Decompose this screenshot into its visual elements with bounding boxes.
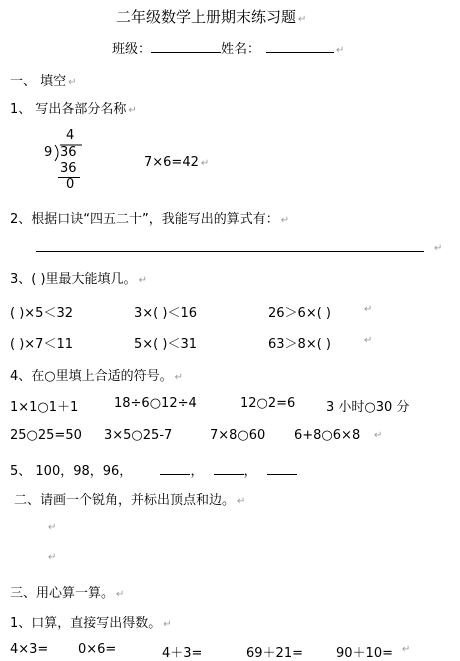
division-remainder: 0	[66, 177, 75, 192]
paragraph-mark-icon: ↵	[163, 619, 172, 630]
paragraph-mark-icon: ↵	[364, 304, 373, 315]
inequality-item[interactable]: 63＞8×( )	[268, 337, 331, 352]
question-2-label: 2、根据口诀“四五二十”，我能写出的算式有： ↵	[10, 212, 290, 227]
section-3-heading: 三、用心算一算。 ↵	[10, 586, 125, 601]
paragraph-mark-icon: ↵	[434, 243, 443, 254]
section-2-heading: 二、请画一个锐角，并标出顶点和边。 ↵	[14, 493, 246, 508]
sequence-blank-3[interactable]	[267, 460, 297, 475]
compare-item[interactable]: 25○25=50	[10, 428, 82, 443]
compare-item[interactable]: 3 小时○30 分	[326, 400, 410, 415]
compare-item[interactable]: 6+8○6×8	[294, 428, 361, 443]
long-division	[44, 128, 94, 192]
division-quotient: 4	[66, 128, 75, 143]
class-blank[interactable]	[151, 38, 221, 53]
compare-item[interactable]: 18÷6○12÷4	[114, 396, 197, 411]
multiplication-example: 7×6=42 ↵	[144, 155, 210, 170]
compare-item[interactable]: 1×1○1＋1	[10, 400, 79, 415]
paragraph-mark-icon: ↵	[68, 77, 77, 88]
paragraph-mark-icon: ↵	[402, 644, 411, 655]
paragraph-mark-icon: ↵	[200, 158, 210, 169]
inequality-item[interactable]: ( )×7＜11	[10, 337, 73, 352]
answer-line[interactable]	[36, 251, 424, 252]
question-1-label: 1、 写出各部分名称 ↵	[10, 102, 137, 117]
question-4-label: 4、在○里填上合适的符号。 ↵	[10, 369, 184, 384]
paragraph-mark-icon: ↵	[48, 552, 57, 563]
sequence-blank-2[interactable]	[214, 460, 244, 475]
paragraph-mark-icon: ↵	[174, 372, 184, 383]
paragraph-mark-icon: ↵	[364, 335, 373, 346]
compare-item[interactable]: 3×5○25-7	[104, 428, 173, 443]
division-divisor: 9	[44, 145, 53, 160]
division-dividend: 36	[60, 145, 77, 160]
mental-math-item[interactable]: 4＋3=	[162, 646, 203, 661]
paragraph-mark-icon: ↵	[237, 496, 246, 507]
sequence-blank-1[interactable]	[160, 460, 190, 475]
page-title: 二年级数学上册期末练习题 ↵	[116, 8, 307, 26]
paragraph-mark-icon: ↵	[48, 522, 57, 533]
inequality-item[interactable]: ( )×5＜32	[10, 306, 73, 321]
mental-math-item[interactable]: 90＋10=	[336, 646, 393, 661]
inequality-item[interactable]: 26＞6×( )	[268, 306, 331, 321]
paragraph-mark-icon: ↵	[128, 105, 137, 116]
name-blank[interactable]	[266, 38, 334, 53]
paragraph-mark-icon: ↵	[138, 275, 147, 286]
class-label: 班级：	[112, 42, 152, 57]
paragraph-mark-icon: ↵	[374, 430, 383, 441]
inequality-item[interactable]: 3×( )＜16	[134, 306, 197, 321]
paragraph-mark-icon: ↵	[298, 14, 307, 25]
mental-math-item[interactable]: 69＋21=	[246, 646, 303, 661]
section-3-question-1-label: 1、口算，直接写出得数。 ↵	[10, 616, 172, 631]
mental-math-item[interactable]: 4×3=	[10, 642, 49, 657]
paragraph-mark-icon: ↵	[336, 45, 345, 56]
paragraph-mark-icon: ↵	[116, 589, 125, 600]
division-product: 36	[60, 161, 77, 176]
compare-item[interactable]: 7×8○60	[210, 428, 266, 443]
student-info-line	[112, 38, 344, 57]
mental-math-item[interactable]: 0×6=	[78, 642, 117, 657]
compare-item[interactable]: 12○2=6	[240, 396, 296, 411]
inequality-item[interactable]: 5×( )＜31	[134, 337, 197, 352]
section-1-heading: 一、 填空 ↵	[10, 74, 77, 89]
name-label: 姓名：	[221, 42, 261, 57]
question-3-label: 3、( )里最大能填几。 ↵	[10, 272, 147, 287]
paragraph-mark-icon: ↵	[280, 215, 290, 226]
question-5-sequence: 5、 100，98，96， ， ，	[10, 460, 297, 479]
